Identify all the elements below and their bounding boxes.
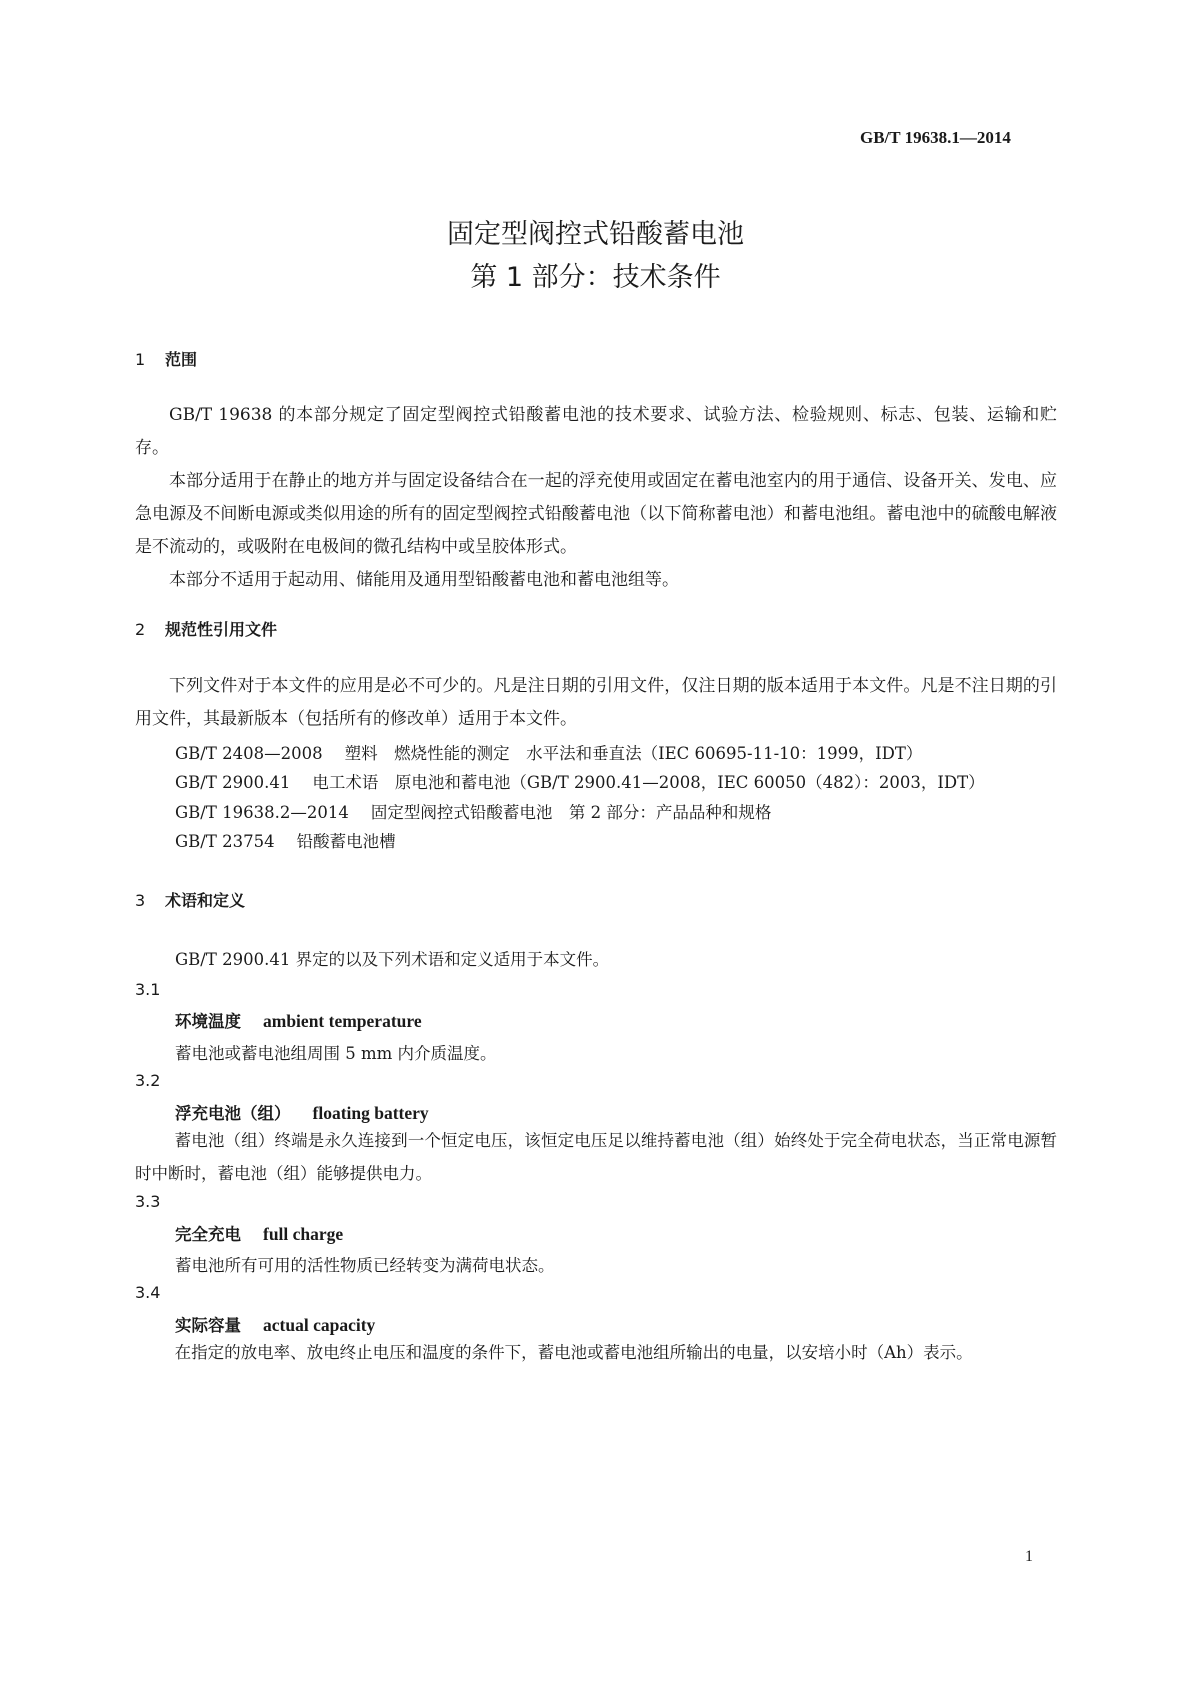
term-definition: 蓄电池（组）终端是永久连接到一个恒定电压，该恒定电压足以维持蓄电池（组）始终处于完全荷电状态，当正常电源暂时中断时，蓄电池（组）能够提供电力。: [135, 1131, 1057, 1183]
reference-code: GB/T 2900.41: [175, 773, 291, 792]
section-1-paragraph-1: GB/T 19638 的本部分规定了固定型阀控式铅酸蓄电池的技术要求、试验方法、检验规则、标志、包装、运输和贮存。: [135, 405, 1057, 458]
reference-code: GB/T 23754: [175, 832, 275, 851]
section-1-paragraph-2: 本部分适用于在静止的地方并与固定设备结合在一起的浮充使用或固定在蓄电池室内的用于通信、设备开关、发电、应急电源及不间断电源或类似用途的所有的固定型阀控式铅酸蓄电池（以下简称蓄电池）和蓄电池组。蓄电池中的硫酸电解液是不流动的，或吸附在电极间的微孔结构中或呈胶体形式。: [135, 471, 1057, 557]
standard-number: GB/T 19638.1—2014: [860, 128, 1011, 147]
reference-title: 铅酸蓄电池槽: [296, 832, 396, 851]
section-1-heading: [135, 347, 197, 370]
term-english: ambient temperature: [263, 1011, 422, 1031]
reference-item: [175, 828, 396, 852]
term-chinese: 浮充电池（组）: [175, 1104, 291, 1123]
term-number: 3.2: [135, 1071, 161, 1090]
term-english: floating battery: [312, 1103, 429, 1123]
section-2-heading: [135, 617, 277, 640]
reference-title: 塑料 燃烧性能的测定 水平法和垂直法（IEC 60695-11-10：1999，IDT）: [344, 744, 923, 763]
reference-item: [175, 769, 985, 793]
document-subtitle: 第 1 部分：技术条件: [470, 262, 721, 293]
term-chinese: 完全充电: [175, 1225, 241, 1244]
reference-title: 固定型阀控式铅酸蓄电池 第 2 部分：产品品种和规格: [370, 803, 772, 822]
section-1-paragraph-3: 本部分不适用于起动用、储能用及通用型铅酸蓄电池和蓄电池组等。: [169, 570, 679, 590]
section-number: 1: [135, 350, 146, 369]
section-title: 术语和定义: [165, 891, 246, 910]
term-heading: [175, 1008, 422, 1032]
document-title: 固定型阀控式铅酸蓄电池: [447, 219, 744, 250]
reference-item: [175, 740, 922, 764]
term-heading: [175, 1312, 375, 1336]
section-3-paragraph-1: GB/T 2900.41 界定的以及下列术语和定义适用于本文件。: [175, 950, 610, 969]
section-number: 2: [135, 620, 146, 639]
section-2-paragraph-1: 下列文件对于本文件的应用是必不可少的。凡是注日期的引用文件，仅注日期的版本适用于本文件。凡是不注日期的引用文件，其最新版本（包括所有的修改单）适用于本文件。: [135, 676, 1057, 729]
term-definition: 蓄电池或蓄电池组周围 5 mm 内介质温度。: [175, 1044, 497, 1063]
reference-title: 电工术语 原电池和蓄电池（GB/T 2900.41—2008，IEC 60050（482）：2003，IDT）: [312, 773, 985, 792]
term-heading: [175, 1221, 343, 1245]
term-english: actual capacity: [263, 1315, 376, 1335]
section-3-heading: [135, 888, 245, 911]
term-definition: 蓄电池所有可用的活性物质已经转变为满荷电状态。: [175, 1256, 555, 1275]
term-definition: 在指定的放电率、放电终止电压和温度的条件下，蓄电池或蓄电池组所输出的电量，以安培小时（Ah）表示。: [174, 1343, 973, 1362]
term-chinese: 环境温度: [175, 1012, 241, 1031]
term-chinese: 实际容量: [175, 1316, 241, 1335]
section-title: 范围: [165, 350, 198, 369]
section-title: 规范性引用文件: [165, 620, 278, 639]
term-number: 3.3: [135, 1192, 161, 1211]
reference-code: GB/T 2408—2008: [175, 744, 323, 763]
term-heading: [175, 1100, 429, 1124]
term-number: 3.4: [135, 1283, 161, 1302]
section-number: 3: [135, 891, 146, 910]
reference-item: [175, 799, 771, 823]
term-number: 3.1: [135, 980, 161, 999]
page-number: 1: [1025, 1548, 1033, 1565]
term-english: full charge: [263, 1224, 344, 1244]
reference-code: GB/T 19638.2—2014: [175, 803, 349, 822]
